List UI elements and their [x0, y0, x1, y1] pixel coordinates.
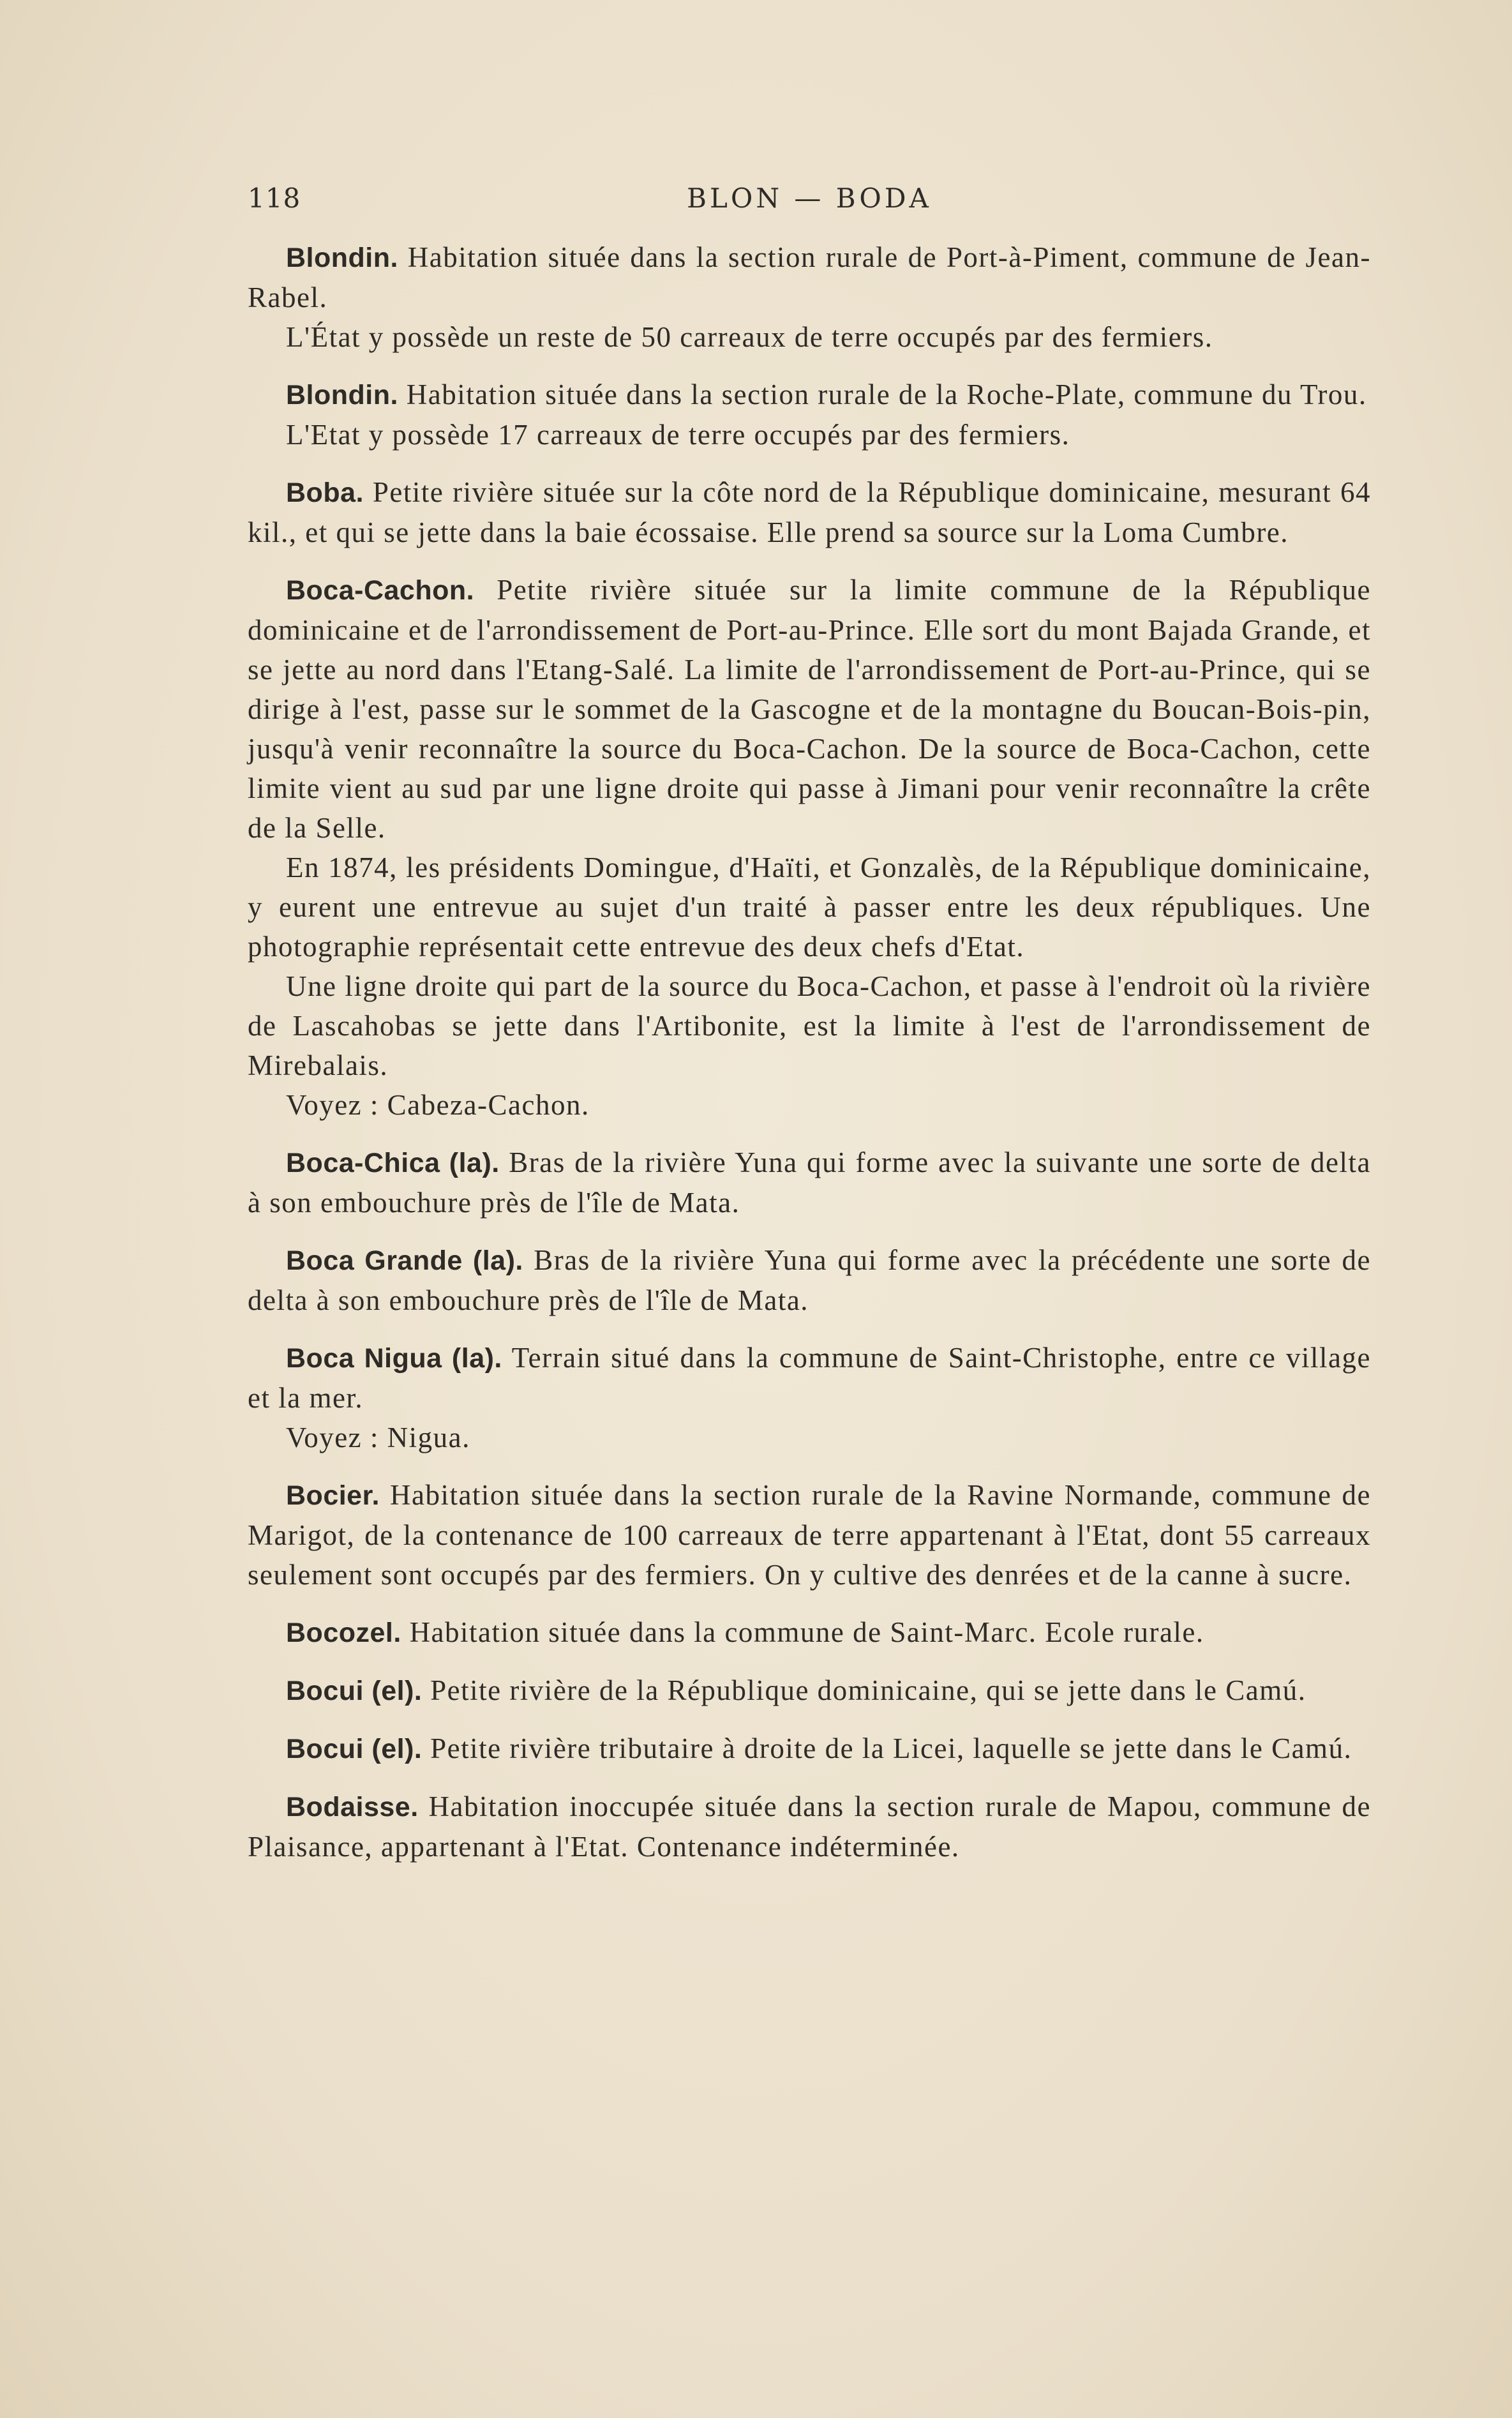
entry-paragraph [248, 237, 1371, 317]
headword: Bocui (el). [286, 1734, 423, 1764]
headword: Bocozel. [286, 1618, 401, 1648]
running-title: BLON — BODA [687, 183, 932, 214]
headword: Boca Nigua (la). [286, 1343, 502, 1374]
entry-boca-nigua [248, 1338, 1371, 1457]
entry-paragraph [248, 375, 1371, 415]
entry-paragraph: En 1874, les présidents Domingue, d'Haïti, et Gonzalès, de la République dominicaine, y eurent une entrevue au sujet d'un traité à passer entre les deux républiques. Une photographie représentait cette entrevue des deux chefs d'Etat. [248, 852, 1371, 963]
cross-reference: Voyez : Nigua. [286, 1422, 470, 1453]
headword: Bocui (el). [286, 1676, 423, 1706]
headword: Blondin. [286, 380, 398, 410]
headword: Boca Grande (la). [286, 1245, 523, 1276]
entry-boba [248, 472, 1371, 552]
definition-text: Bras de la rivière Yuna qui forme avec la suivante une sorte de delta à son embouchure près de l'île de Mata. [248, 1146, 1371, 1219]
entry-paragraph [248, 1729, 1371, 1769]
page-header [248, 183, 1371, 221]
entry-boca-cachon [248, 570, 1371, 1125]
entry-paragraph [248, 472, 1371, 552]
entry-paragraph [248, 1240, 1371, 1320]
dictionary-body [248, 237, 1371, 1884]
page-number: 118 [248, 183, 301, 214]
definition-text: Petite rivière de la République dominicaine, qui se jette dans le Camú. [422, 1674, 1306, 1706]
entry-paragraph [248, 1143, 1371, 1222]
entry-paragraph [248, 1338, 1371, 1418]
entry-paragraph [248, 1475, 1371, 1595]
entry-paragraph: Une ligne droite qui part de la source du Boca-Cachon, et passe à l'endroit où la rivière de Lascahobas se jette dans l'Artibonite, est la limite à l'est de l'arrondissement de Mirebalais. [248, 970, 1371, 1081]
entry-paragraph [248, 1671, 1371, 1711]
definition-text: Terrain situé dans la commune de Saint-Christophe, entre ce village et la mer. [248, 1342, 1371, 1414]
entry-paragraph [248, 1612, 1371, 1653]
definition-text: Petite rivière tributaire à droite de la Licei, laquelle se jette dans le Camú. [422, 1732, 1352, 1764]
headword: Blondin. [286, 243, 398, 273]
headword: Boca-Chica (la). [286, 1148, 500, 1178]
entry-boca-grande [248, 1240, 1371, 1320]
entry-bocier [248, 1475, 1371, 1595]
headword: Boca-Cachon. [286, 575, 475, 606]
headword: Bodaisse. [286, 1792, 419, 1822]
definition-text: Petite rivière située sur la côte nord de la République dominicaine, mesurant 64 kil., et qui se jette dans la baie écossaise. Elle prend sa source sur la Loma Cumbre. [248, 476, 1371, 548]
entry-paragraph [248, 570, 1371, 848]
entry-bodaisse [248, 1787, 1371, 1866]
definition-text: Habitation située dans la section rurale de Port-à-Piment, commune de Jean-Rabel. [248, 241, 1371, 313]
entry-blondin-2 [248, 375, 1371, 454]
definition-text: Habitation située dans la section rurale de la Ravine Normande, commune de Marigot, de la contenance de 100 carreaux de terre appartenant à l'Etat, dont 55 carreaux seulement sont occupés par des fermiers. On y cultive des denrées et de la canne à sucre. [248, 1479, 1371, 1591]
entry-paragraph: L'Etat y possède 17 carreaux de terre occupés par des fermiers. [286, 419, 1070, 451]
cross-reference: Voyez : Cabeza-Cachon. [286, 1089, 590, 1121]
definition-text: Bras de la rivière Yuna qui forme avec la précédente une sorte de delta à son embouchure près de l'île de Mata. [248, 1244, 1371, 1316]
definition-text: Habitation inoccupée située dans la section rurale de Mapou, commune de Plaisance, appartenant à l'Etat. Contenance indéterminée. [248, 1791, 1371, 1863]
definition-text: Petite rivière située sur la limite commune de la République dominicaine et de l'arrondissement de Port-au-Prince. Elle sort du mont Bajada Grande, et se jette au nord dans l'Etang-Salé. La limite de l'arrondissement de Port-au-Prince, qui se dirige à l'est, passe sur le sommet de la Gascogne et de la montagne du Boucan-Bois-pin, jusqu'à venir reconnaître la source du Boca-Cachon. De la source de Boca-Cachon, cette limite vient au sud par une ligne droite qui passe à Jimani pour venir reconnaître la crête de la Selle. [248, 574, 1371, 844]
headword: Boba. [286, 477, 364, 508]
entry-paragraph [248, 1787, 1371, 1866]
headword: Bocier. [286, 1480, 380, 1511]
entry-paragraph: L'État y possède un reste de 50 carreaux de terre occupés par des fermiers. [286, 321, 1213, 353]
entry-boca-chica [248, 1143, 1371, 1222]
definition-text: Habitation située dans la commune de Saint-Marc. Ecole rurale. [401, 1616, 1204, 1648]
entry-bocui-2 [248, 1729, 1371, 1769]
entry-bocozel [248, 1612, 1371, 1653]
entry-bocui-1 [248, 1671, 1371, 1711]
definition-text: Habitation située dans la section rurale de la Roche-Plate, commune du Trou. [398, 379, 1367, 410]
entry-blondin-1 [248, 237, 1371, 357]
